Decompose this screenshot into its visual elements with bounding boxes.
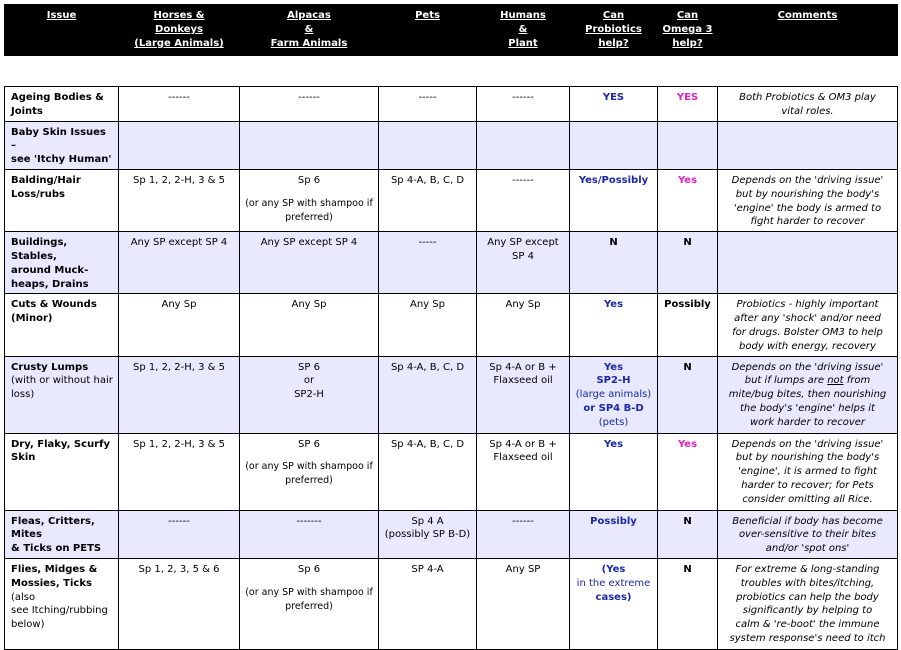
cell-omega	[658, 121, 718, 169]
cell-omega: Yes	[658, 433, 718, 510]
table-row	[5, 433, 898, 510]
table-row	[5, 294, 898, 356]
cell-horses: Sp 1, 2, 3, 5 & 6	[119, 558, 240, 649]
cell-issue: Baby Skin Issues – see 'Itchy Human'	[5, 121, 119, 169]
cell-issue: Buildings, Stables, around Muck- heaps, Drains	[5, 232, 119, 294]
cell-issue: Crusty Lumps (with or without hair loss)	[5, 356, 119, 433]
cell-alpacas: Any SP except SP 4	[240, 232, 379, 294]
cell-alpacas: Sp 6 (or any SP with shampoo if preferred)	[240, 558, 379, 649]
header-horses: Horses & Donkeys (Large Animals)	[119, 5, 240, 56]
cell-omega: Yes	[658, 169, 718, 231]
header-issue: Issue	[5, 5, 119, 56]
cell-issue: Ageing Bodies & Joints	[5, 87, 119, 122]
cell-comments: Both Probiotics & OM3 play vital roles.	[718, 87, 898, 122]
table-row	[5, 356, 898, 433]
issues-table	[4, 4, 898, 650]
cell-humans: ------	[477, 87, 570, 122]
cell-pets: SP 4-A	[379, 558, 477, 649]
cell-omega: Possibly	[658, 294, 718, 356]
header-comments: Comments	[718, 5, 898, 56]
cell-humans: Sp 4-A or B + Flaxseed oil	[477, 356, 570, 433]
cell-alpacas: SP 6 (or any SP with shampoo if preferred)	[240, 433, 379, 510]
header-alpacas: Alpacas & Farm Animals	[240, 5, 379, 56]
cell-issue: Cuts & Wounds (Minor)	[5, 294, 119, 356]
cell-horses: Any Sp	[119, 294, 240, 356]
cell-omega: N	[658, 356, 718, 433]
cell-probiotics: Possibly	[570, 510, 658, 558]
cell-comments: Depends on the 'driving issue' but if lumps are not from mite/bug bites, then nourishing the body's 'engine' helps it work harder to recover	[718, 356, 898, 433]
cell-horses: Any SP except SP 4	[119, 232, 240, 294]
cell-humans	[477, 121, 570, 169]
cell-probiotics: (Yes in the extreme cases)	[570, 558, 658, 649]
cell-probiotics: N	[570, 232, 658, 294]
cell-alpacas: -------	[240, 510, 379, 558]
cell-humans: Any SP except SP 4	[477, 232, 570, 294]
cell-humans: ------	[477, 169, 570, 231]
cell-omega: N	[658, 558, 718, 649]
cell-horses: Sp 1, 2, 2-H, 3 & 5	[119, 169, 240, 231]
cell-comments: For extreme & long-standing troubles with bites/itching, probiotics can help the body significantly by helping to calm & 're-boot' the immune system response's need to itch	[718, 558, 898, 649]
cell-probiotics: Yes	[570, 294, 658, 356]
header-pets: Pets	[379, 5, 477, 56]
table-row	[5, 510, 898, 558]
header-probiotics: Can Probiotics help?	[570, 5, 658, 56]
cell-pets: -----	[379, 232, 477, 294]
cell-humans: ------	[477, 510, 570, 558]
cell-probiotics	[570, 121, 658, 169]
cell-comments: Depends on the 'driving issue' but by nourishing the body's 'engine' the body is armed to fight harder to recover	[718, 169, 898, 231]
cell-pets: Sp 4-A, B, C, D	[379, 356, 477, 433]
cell-comments: Depends on the 'driving issue' but by nourishing the body's 'engine', it is armed to fight harder to recover; for Pets consider omitting all Rice.	[718, 433, 898, 510]
cell-alpacas: Sp 6 (or any SP with shampoo if preferred)	[240, 169, 379, 231]
cell-alpacas: ------	[240, 87, 379, 122]
cell-alpacas	[240, 121, 379, 169]
cell-humans: Sp 4-A or B + Flaxseed oil	[477, 433, 570, 510]
cell-horses: Sp 1, 2, 2-H, 3 & 5	[119, 356, 240, 433]
cell-issue: Dry, Flaky, Scurfy Skin	[5, 433, 119, 510]
cell-pets: -----	[379, 87, 477, 122]
cell-humans: Any SP	[477, 558, 570, 649]
cell-humans: Any Sp	[477, 294, 570, 356]
cell-issue: Fleas, Critters, Mites & Ticks on PETS	[5, 510, 119, 558]
cell-omega: YES	[658, 87, 718, 122]
header-row	[5, 5, 898, 56]
cell-issue: Flies, Midges & Mossies, Ticks (also see Itching/rubbing below)	[5, 558, 119, 649]
header-humans: Humans & Plant	[477, 5, 570, 56]
header-omega: Can Omega 3 help?	[658, 5, 718, 56]
table-row	[5, 87, 898, 122]
spacer-row	[5, 56, 898, 87]
cell-alpacas: SP 6 or SP2-H	[240, 356, 379, 433]
cell-pets: Sp 4-A, B, C, D	[379, 169, 477, 231]
cell-pets: Any Sp	[379, 294, 477, 356]
cell-horses	[119, 121, 240, 169]
cell-omega: N	[658, 510, 718, 558]
cell-probiotics: YES	[570, 87, 658, 122]
cell-pets: Sp 4-A, B, C, D	[379, 433, 477, 510]
cell-horses: Sp 1, 2, 2-H, 3 & 5	[119, 433, 240, 510]
cell-comments: Probiotics - highly important after any 'shock' and/or need for drugs. Bolster OM3 to help body with energy, recovery	[718, 294, 898, 356]
issues-table-sheet	[4, 4, 897, 650]
cell-pets	[379, 121, 477, 169]
cell-alpacas: Any Sp	[240, 294, 379, 356]
cell-comments	[718, 232, 898, 294]
cell-horses: ------	[119, 87, 240, 122]
table-row	[5, 232, 898, 294]
cell-probiotics: Yes SP2-H (large animals) or SP4 B-D (pets)	[570, 356, 658, 433]
table-row	[5, 121, 898, 169]
cell-omega: N	[658, 232, 718, 294]
cell-issue: Balding/Hair Loss/rubs	[5, 169, 119, 231]
cell-comments: Beneficial if body has become over-sensitive to their bites and/or 'spot ons'	[718, 510, 898, 558]
cell-horses: ------	[119, 510, 240, 558]
table-row	[5, 169, 898, 231]
cell-probiotics: Yes	[570, 433, 658, 510]
cell-probiotics: Yes/Possibly	[570, 169, 658, 231]
table-row	[5, 558, 898, 649]
cell-pets: Sp 4 A (possibly SP B-D)	[379, 510, 477, 558]
cell-comments	[718, 121, 898, 169]
